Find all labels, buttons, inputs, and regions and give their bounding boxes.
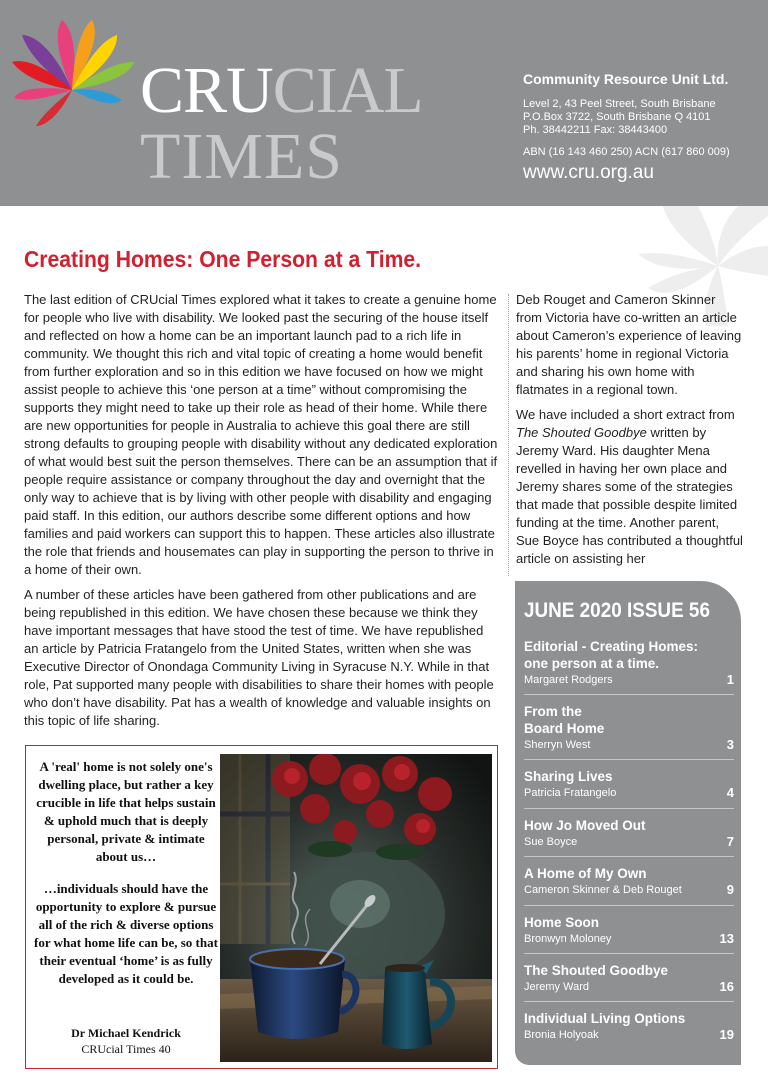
contents-item-title: How Jo Moved Out [524,818,646,833]
contents-item-author: Sue Boyce [524,836,578,848]
contents-item-author: Jeremy Ward [524,981,589,993]
org-contact-block [523,70,730,185]
quote-source: CRUcial Times 40 [81,1042,171,1056]
article-paragraph-1: The last edition of CRUcial Times explored what it takes to create a genuine home for people who live with disability. We looked past the securing of the house itself and reflected on how a home can be an important launch pad to a rich life in community. We thought this rich and vital topic of creating a home would benefit from further exploration and so in this edition we have focused on how we might assist people to achieve this ‘one person at a time” without compromising the supports they might need to take up their role as head of their home. While there are new opportunities for people in Australia to achieve this goal there are still strong defaults to grouping people with disability without any dedicated exploration of what would best suit the person themselves. There can be an assumption that if people require assistance or company throughout the day and overnight that the only way to achieve that is by living with other people with disability and engaging paid staff. In this edition, our authors describe some different options and how families and paid workers can support this to happen. These articles also illustrate the role that friends and housemates can play in supporting the person to thrive in a home of their own. [24,292,498,577]
article-right-paragraph-1: Deb Rouget and Cameron Skinner from Victoria have co-written an article about Cameron’s experience of leaving his parents’ home in regional Victoria and sharing his own home with flatmates in a regional town. [516,292,742,397]
issue-title: JUNE 2020 ISSUE 56 [524,599,710,622]
contents-divider [524,953,734,954]
quote-text [33,758,219,1002]
contents-item-title: Individual Living Options [524,1011,686,1026]
contents-item[interactable] [524,703,734,752]
contents-divider [524,694,734,695]
contents-divider [524,1001,734,1002]
quote-box [25,745,498,1069]
org-abn: ABN (16 143 460 250) ACN (617 860 009) [523,146,730,158]
masthead-title-line2: TIMES [140,120,343,193]
contents-item-page: 13 [719,931,734,946]
contents-item-page: 4 [726,785,734,800]
contents-item[interactable] [524,962,734,994]
org-phone: Ph. 38442211 Fax: 38443400 [523,124,668,136]
org-name: Community Resource Unit Ltd. [523,71,729,87]
masthead-header [0,0,768,206]
org-website: www.cru.org.au [523,162,654,183]
quote-text-part1: A 'real' home is not solely one's dwelling place, but rather a key crucible in life that helps sustain & uphold much that is deeply personal, private & intimate about us… [36,759,216,864]
contents-item-page: 1 [726,672,734,687]
contents-divider [524,856,734,857]
masthead-title-line1 [140,54,423,127]
book-title-italic: The Shouted Goodbye [516,425,647,440]
tea-cup-photo [220,754,492,1062]
contents-divider [524,759,734,760]
contents-item-author: Cameron Skinner & Deb Rouget [524,884,682,896]
contents-item-page: 3 [726,737,734,752]
quote-attribution [33,1025,219,1057]
contents-item[interactable] [524,768,734,800]
contents-item-author: Sherryn West [524,739,591,751]
contents-item-title: From the Board Home [524,704,605,736]
article-left-column [24,291,500,737]
issue-contents-panel [515,581,741,1065]
contents-item-page: 16 [719,979,734,994]
contents-item-author: Margaret Rodgers [524,674,613,686]
article-right-paragraph-2 [516,406,744,568]
contents-divider [524,808,734,809]
contents-item-author: Bronwyn Moloney [524,933,612,945]
column-divider [508,294,509,576]
contents-item-page: 9 [726,882,734,897]
contents-item[interactable] [524,865,734,897]
article-right-paragraph-2-start: We have included a short extract from [516,407,735,422]
crucial-times-logo [12,12,147,127]
masthead-cial: CIAL [272,54,423,127]
org-address-line2: P.O.Box 3722, South Brisbane Q 4101 [523,111,711,123]
contents-item-title: Sharing Lives [524,769,613,784]
contents-item-author: Bronia Holyoak [524,1029,599,1041]
contents-item-author: Patricia Fratangelo [524,787,617,799]
contents-item[interactable] [524,1010,734,1042]
article-right-paragraph-2-end: written by Jeremy Ward. His daughter Mena revelled in having her own place and Jeremy shares some of the strategies that made that possible despite limited funding at the time. Another parent, Sue Boyce has contributed a thoughtful article on assisting her [516,425,743,566]
contents-item-title: A Home of My Own [524,866,647,881]
article-paragraph-2: A number of these articles have been gathered from other publications and are being republished in this edition. We have chosen these because we think they have important messages that have stood the test of time. We have republished an article by Patricia Fratangelo from the United States, written when she was Executive Director of Onondaga Community Living in Syracuse N.Y. While in that role, Pat supported many people with disabilities to share their homes with people who don’t have disability. Pat has a wealth of knowledge and valuable insights on this topic of life sharing. [24,587,494,728]
quote-author-name: Dr Michael Kendrick [71,1026,181,1040]
contents-item[interactable] [524,817,734,849]
contents-item[interactable] [524,914,734,946]
org-address-line1: Level 2, 43 Peel Street, South Brisbane [523,98,716,110]
contents-item-title: Editorial - Creating Homes: one person at a time. [524,639,699,671]
contents-item-page: 19 [719,1027,734,1042]
contents-item[interactable] [524,638,734,687]
quote-text-part2: …individuals should have the opportunity to explore & pursue all of the rich & diverse options for what home life can be, so that their eventual ‘home’ is as fully developed as it could be. [34,881,218,986]
masthead-cru: CRU [140,54,273,127]
contents-item-title: Home Soon [524,915,600,930]
contents-divider [524,905,734,906]
article-right-column [516,291,744,575]
article-title: Creating Homes: One Person at a Time. [24,246,422,272]
contents-item-title: The Shouted Goodbye [524,963,668,978]
contents-item-page: 7 [726,834,734,849]
